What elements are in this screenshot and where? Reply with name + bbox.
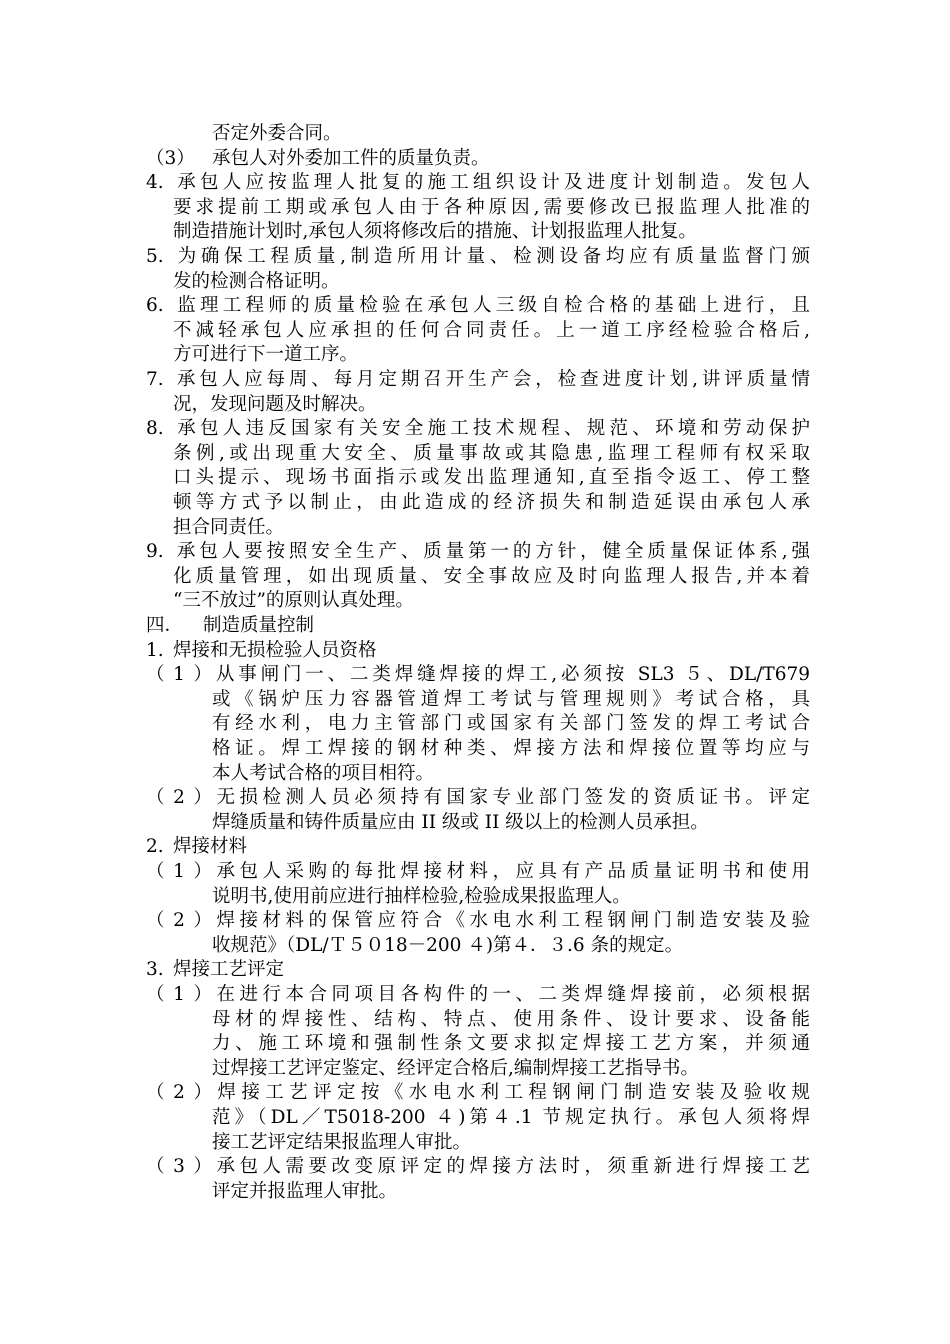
text-line bbox=[146, 368, 810, 392]
line-text: 化质量管理，如出现质量、安全事故应及时向监理人报告,并本着 bbox=[173, 565, 810, 587]
text-line bbox=[173, 196, 810, 220]
item-number: （3） bbox=[146, 147, 195, 169]
line-text: 承包人需要改变原评定的焊接方法时，须重新进行焊接工艺 bbox=[212, 1156, 810, 1178]
text-line bbox=[146, 1081, 810, 1105]
text-line bbox=[146, 639, 810, 663]
text-line bbox=[173, 319, 810, 343]
line-text: 焊接和无损检验人员资格 bbox=[173, 639, 377, 661]
line-text: 制造措施计划时,承包人须将修改后的措施、计划报监理人批复。 bbox=[173, 221, 697, 243]
line-text: 制造质量控制 bbox=[203, 615, 315, 636]
item-number: （2） bbox=[146, 1082, 212, 1104]
line-text: 不减轻承包人应承担的任何合同责任。上一道工序经检验合格后, bbox=[173, 319, 810, 341]
line-text: 承包人应每周、每月定期召开生产会，检查进度计划,讲评质量情 bbox=[173, 369, 810, 390]
text-line bbox=[146, 171, 810, 195]
text-line bbox=[173, 393, 810, 417]
text-line bbox=[146, 663, 810, 687]
line-text: 否定外委合同。 bbox=[212, 123, 342, 144]
line-text: 范》（DL／T5018-200 ４)第４.1 节规定执行。承包人须将焊 bbox=[212, 1107, 810, 1128]
line-text: 焊接材料 bbox=[173, 836, 248, 858]
line-text: 母材的焊接性、结构、特点、使用条件、设计要求、设备能 bbox=[212, 1008, 810, 1030]
text-line bbox=[173, 565, 810, 589]
line-text: 为确保工程质量,制造所用计量、检测设备均应有质量监督门颁 bbox=[173, 246, 810, 267]
line-text: 焊接工艺评定 bbox=[173, 959, 285, 981]
item-number: （1） bbox=[146, 861, 212, 882]
text-line bbox=[173, 343, 810, 367]
line-text: 在进行本合同项目各构件的一、二类焊缝焊接前，必须根据 bbox=[212, 984, 810, 1005]
item-number: 4. bbox=[146, 172, 164, 194]
line-text: 格证。焊工焊接的钢材种类、焊接方法和焊接位置等均应与 bbox=[212, 738, 810, 759]
line-text: 收规范》（DL/Ｔ５０18－200 ４)第４．３.6 条的规定。 bbox=[212, 934, 684, 956]
line-text: 无损检测人员必须持有国家专业部门签发的资质证书。评定 bbox=[212, 787, 810, 809]
line-text: 口头提示、现场书面指示或发出监理通知,直至指令返工、停工整 bbox=[173, 467, 810, 489]
text-line bbox=[212, 1032, 810, 1056]
item-number: 8. bbox=[146, 418, 164, 440]
text-line bbox=[212, 811, 810, 835]
item-number: 5. bbox=[146, 246, 164, 267]
text-line bbox=[146, 786, 810, 810]
text-line bbox=[146, 614, 810, 638]
text-line bbox=[146, 909, 810, 933]
text-line bbox=[212, 1180, 810, 1204]
text-line bbox=[212, 1106, 810, 1130]
text-line bbox=[146, 245, 810, 269]
line-text: 承包人对外委加工件的质量负责。 bbox=[212, 147, 490, 169]
line-text: 或《锅炉压力容器管道焊工考试与管理规则》考试合格，具 bbox=[212, 688, 810, 710]
text-line bbox=[212, 1057, 810, 1081]
line-text: 有经水利，电力主管部门或国家有关部门签发的焊工考试合 bbox=[212, 713, 810, 735]
item-number: 2. bbox=[146, 836, 164, 858]
text-line bbox=[173, 516, 810, 540]
line-text: 担合同责任。 bbox=[173, 516, 285, 538]
text-line bbox=[173, 491, 810, 515]
line-text: 条例,或出现重大安全、质量事故或其隐患,监理工程师有权采取 bbox=[173, 442, 810, 464]
text-line bbox=[212, 712, 810, 736]
line-text: 况，发现问题及时解决。 bbox=[173, 393, 377, 415]
text-line bbox=[146, 417, 810, 441]
text-line bbox=[212, 122, 810, 146]
item-number: 9. bbox=[146, 541, 164, 563]
text-line bbox=[212, 1008, 810, 1032]
line-text: 承包人要按照安全生产、质量第一的方针，健全质量保证体系,强 bbox=[173, 541, 810, 563]
text-line bbox=[146, 294, 810, 318]
item-number: 6. bbox=[146, 295, 164, 317]
text-line bbox=[146, 540, 810, 564]
text-line bbox=[212, 885, 810, 909]
text-line bbox=[173, 270, 810, 294]
line-text: 焊接材料的保管应符合《水电水利工程钢闸门制造安装及验 bbox=[212, 910, 810, 932]
item-number: 四． bbox=[146, 615, 184, 636]
item-number: （2） bbox=[146, 910, 212, 932]
line-text: 焊缝质量和铸件质量应由 II 级或 II 级以上的检测人员承担。 bbox=[212, 811, 709, 833]
line-text: 方可进行下一道工序。 bbox=[173, 344, 359, 366]
text-line bbox=[212, 688, 810, 712]
item-number: （1） bbox=[146, 664, 212, 686]
line-text: 力、施工环境和强制性条文要求拟定焊接工艺方案，并须通 bbox=[212, 1033, 810, 1055]
line-text: 承包人违反国家有关安全施工技术规程、规范、环境和劳动保护 bbox=[173, 418, 810, 440]
text-line bbox=[173, 466, 810, 490]
line-text: 发的检测合格证明。 bbox=[173, 270, 340, 292]
item-number: 7. bbox=[146, 369, 164, 390]
line-text: 监理工程师的质量检验在承包人三级自检合格的基础上进行，且 bbox=[173, 295, 810, 317]
line-text: 顿等方式予以制止，由此造成的经济损失和制造延误由承包人承 bbox=[173, 492, 810, 513]
line-text: 从事闸门一、二类焊缝焊接的焊工,必须按 SL3 ５、DL/T679 bbox=[212, 664, 810, 686]
item-number: （1） bbox=[146, 984, 212, 1005]
text-line bbox=[173, 220, 810, 244]
line-text: 评定并报监理人审批。 bbox=[212, 1180, 398, 1202]
text-line bbox=[173, 589, 810, 613]
line-text: 焊接工艺评定按《水电水利工程钢闸门制造安装及验收规 bbox=[212, 1082, 810, 1104]
line-text: 要求提前工期或承包人由于各种原因,需要修改已报监理人批准的 bbox=[173, 196, 810, 218]
item-number: （2） bbox=[146, 787, 212, 809]
line-text: 承包人应按监理人批复的施工组织设计及进度计划制造。发包人 bbox=[173, 172, 810, 194]
text-line bbox=[173, 442, 810, 466]
text-line bbox=[212, 1131, 810, 1155]
line-text: “三不放过”的原则认真处理。 bbox=[173, 590, 414, 612]
text-line bbox=[212, 934, 810, 958]
line-text: 承包人采购的每批焊接材料，应具有产品质量证明书和使用 bbox=[212, 861, 810, 882]
item-number: 1. bbox=[146, 639, 164, 661]
text-line bbox=[146, 860, 810, 884]
item-number: 3. bbox=[146, 959, 164, 981]
text-line bbox=[146, 983, 810, 1007]
line-text: 过焊接工艺评定鉴定、经评定合格后,编制焊接工艺指导书。 bbox=[212, 1057, 699, 1079]
text-line bbox=[212, 737, 810, 761]
text-line bbox=[146, 147, 810, 171]
line-text: 接工艺评定结果报监理人审批。 bbox=[212, 1131, 472, 1153]
line-text: 本人考试合格的项目相符。 bbox=[212, 762, 435, 784]
text-line bbox=[212, 762, 810, 786]
text-line bbox=[146, 958, 810, 982]
text-line bbox=[146, 835, 810, 859]
line-text: 说明书,使用前应进行抽样检验,检验成果报监理人。 bbox=[212, 885, 631, 907]
item-number: （3） bbox=[146, 1156, 212, 1178]
text-line bbox=[146, 1155, 810, 1179]
